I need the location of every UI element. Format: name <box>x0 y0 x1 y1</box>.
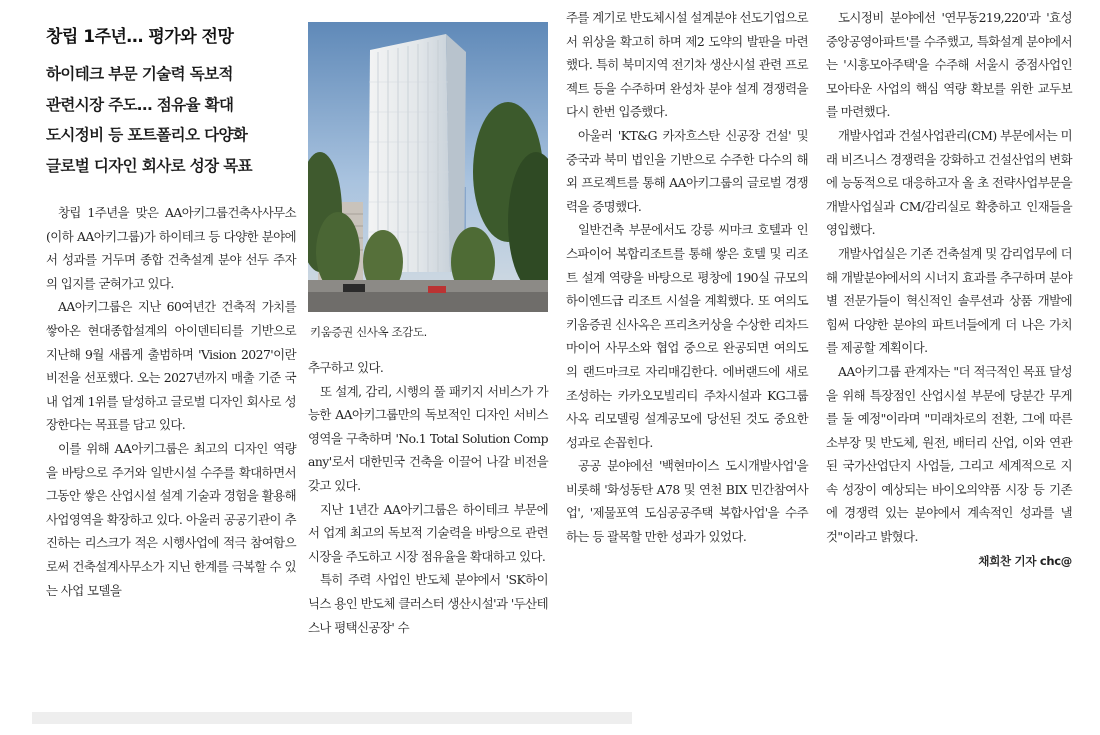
paragraph: 아울러 'KT&G 카자흐스탄 신공장 건설' 및 중국과 북미 법인을 기반으로 수주한 다수의 해외 프로젝트를 통해 AA아키그룹의 글로벌 경쟁력을 증명했다. <box>566 127 808 214</box>
subheadline: 관련시장 주도… 점유율 확대 <box>46 95 234 114</box>
paragraph: 또 설계, 감리, 시행의 풀 패키지 서비스가 가능한 AA아키그룹만의 독보적인 디자인 서비스 영역을 구축하며 'No.1 Total Solution Company'로서 대한민국 건축을 이끌어 나갈 비전을 갖고 있다. <box>308 383 548 493</box>
paragraph: 도시정비 분야에선 '연무동219,220'과 '효성중앙공영아파트'를 수주했고, 특화설계 분야에서는 '시흥모아주택'을 수주해 서울시 중점사업인 모아타운 사업의 핵심 역량 확보를 위한 교두보를 마련했다. <box>826 10 1072 120</box>
column-1 <box>46 0 296 602</box>
paragraph: 특히 주력 사업인 반도체 분야에서 'SK하이닉스 용인 반도체 클러스터 생산시설'과 '두산테스나 평택신공장' 수 <box>308 572 548 635</box>
paragraph: 이를 위해 AA아키그룹은 최고의 디자인 역량을 바탕으로 주거와 일반시설 수주를 확대하면서 그동안 쌓은 산업시설 설계 기술과 경험을 활용해 사업영역을 확장하고 있다. 아울러 공공기관이 추진하는 리스크가 적은 시행사업에 적극 참여함으로써 건축설계사무소가 지닌 한계를 극복할 수 있는 사업 모델을 <box>46 440 296 598</box>
paragraph: 공공 분야에선 '백현마이스 도시개발사업'을 비롯해 '화성동탄 A78 및 연천 BIX 민간참여사업', '제물포역 도심공공주택 복합사업'을 수주하는 등 괄목할 만한 성과가 있었다. <box>566 458 808 545</box>
subheadline-block <box>46 59 296 181</box>
paragraph: 일반건축 부문에서도 강릉 씨마크 호텔과 인스파이어 복합리조트를 통해 쌓은 호텔 및 리조트 설계 역량을 바탕으로 평창에 190실 규모의 하이엔드급 리조트 시설을 계획했다. 또 여의도 키움증권 신사옥은 프리츠커상을 수상한 리차드 마이어 사무소와 협업 중으로 완공되면 여의도의 랜드마크로 자리매김한다. 에버랜드에 새로 조성하는 카카오모빌리티 주차시설과 KG그룹 사옥 리모델링 설계공모에 당선된 것도 중요한 성과로 손꼽힌다. <box>566 222 808 450</box>
paragraph: AA아키그룹 관계자는 "더 적극적인 목표 달성을 위해 특장점인 산업시설 부문에 당분간 무게를 둘 예정"이라며 "미래차로의 전환, 그에 따른 소부장 및 반도체, 원전, 배터리 산업, 이와 연관된 국가산업단지 사업들, 그리고 세계적으로 지속 성장이 예상되는 바이오의약품 시장 등 기존에 경쟁력 있는 분야에서 계속적인 성과를 낼 것"이라고 밝혔다. <box>826 363 1072 545</box>
paragraph: 개발사업과 건설사업관리(CM) 부문에서는 미래 비즈니스 경쟁력을 강화하고 건설산업의 변화에 능동적으로 대응하고자 올 초 전략사업부문을 개발사업실과 CM/감리실로 확충하고 인재들을 영입했다. <box>826 127 1072 238</box>
column-2 <box>308 0 548 639</box>
building-rendering-image <box>308 22 548 312</box>
article-headline: 창립 1주년… 평가와 전망 <box>46 27 234 47</box>
photo-caption: 키움증권 신사옥 조감도. <box>310 325 427 339</box>
paragraph: AA아키그룹은 지난 60여년간 건축적 가치를 쌓아온 현대종합설계의 아이덴티티를 기반으로 지난해 9월 새롭게 출범하며 'Vision 2027'이란 비전을 선포했다. 오는 2027년까지 매출 기준 국내 업계 1위를 달성하고 글로벌 디자인 회사로 성장한다는 목표를 담고 있다. <box>46 299 296 433</box>
reporter-byline: 채희찬 기자 chc@ <box>978 553 1072 568</box>
subheadline: 글로벌 디자인 회사로 성장 목표 <box>46 156 253 175</box>
building-rendering-illustration <box>308 22 548 312</box>
paragraph: 추구하고 있다. <box>308 360 384 375</box>
article-body-col2 <box>308 356 548 639</box>
subheadline: 하이테크 부문 기술력 독보적 <box>46 65 233 83</box>
paragraph: 창립 1주년을 맞은 AA아키그룹건축사사무소(이하 AA아키그룹)가 하이테크 등 다양한 분야에서 성과를 거두며 종합 건축설계 분야 선두 주자의 입지를 굳혀가고 있다. <box>46 205 296 291</box>
column-4 <box>826 0 1072 569</box>
subheadline: 도시정비 등 포트폴리오 다양화 <box>46 126 248 144</box>
page-bottom-bar <box>32 712 632 724</box>
paragraph: 지난 1년간 AA아키그룹은 하이테크 부문에서 업계 최고의 독보적 기술력을 바탕으로 관련 시장을 주도하고 시장 점유율을 확대하고 있다. <box>308 501 548 564</box>
paragraph: 주를 계기로 반도체시설 설계분야 선도기업으로서 위상을 확고히 하며 제2 도약의 발판을 마련했다. 특히 북미지역 전기차 생산시설 관련 프로젝트 등을 수주하며 완성차 분야 설계 경쟁력을 다시 한번 입증했다. <box>566 10 808 120</box>
column-3 <box>566 0 808 549</box>
article-body-col4 <box>826 6 1072 549</box>
article-body-col1 <box>46 201 296 602</box>
article-body-col3 <box>566 6 808 549</box>
paragraph: 개발사업실은 기존 건축설계 및 감리업무에 더해 개발분야에서의 시너지 효과를 추구하며 분야별 전문가들이 혁신적인 솔루션과 상품 개발에 힘써 다양한 분야의 파트너들에게 더 나은 가치를 제공할 계획이다. <box>826 245 1072 356</box>
